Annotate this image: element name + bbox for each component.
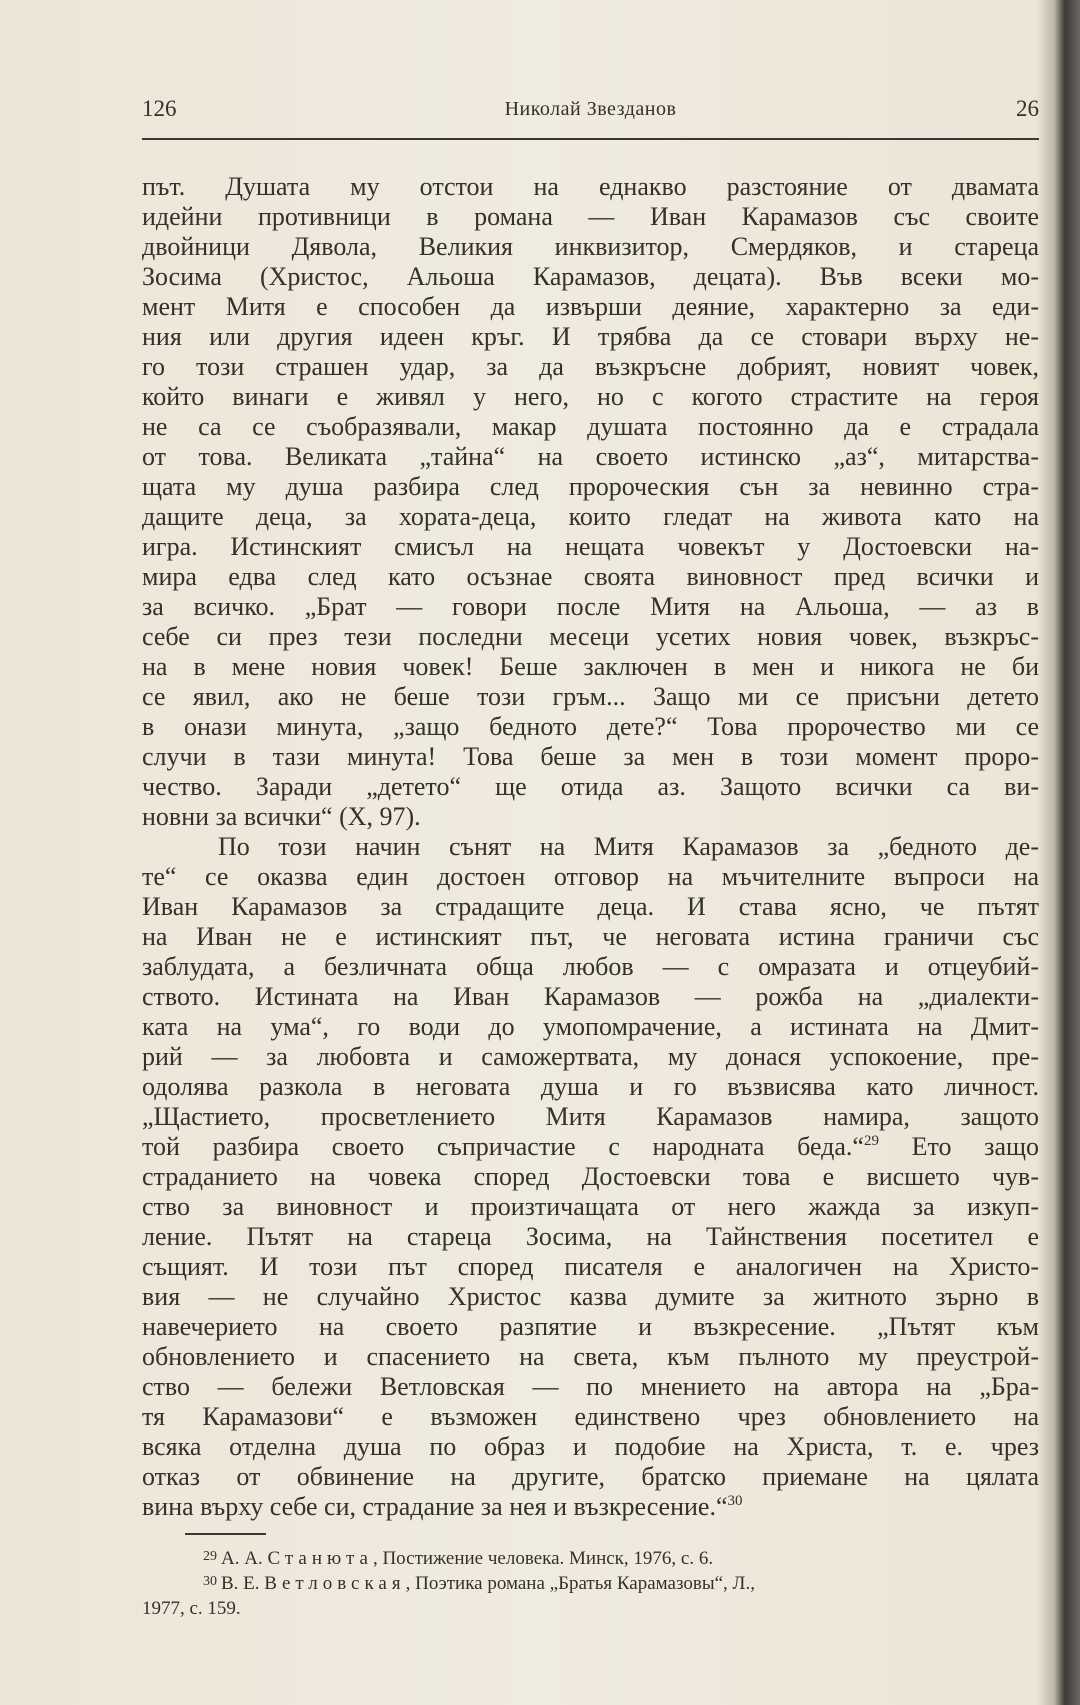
line-text: отказ от обвинение на другите, братско приемане на цялата: [142, 1462, 1039, 1491]
line-text: не са се съобразявали, макар душата постоянно да е страдала: [142, 412, 1039, 441]
text-line: [142, 1012, 1039, 1042]
text-line: [142, 1432, 1039, 1462]
line-text: „Щастието, просветлението Митя Карамазов намира, защото: [142, 1102, 1039, 1131]
text-line: [142, 1282, 1039, 1312]
text-line: [142, 652, 1039, 682]
section-number: 26: [1016, 96, 1039, 121]
line-text: мент Митя е способен да извърши деяние, характерно за еди-: [142, 292, 1039, 321]
line-text: ството. Истината на Иван Карамазов — рожба на „диалекти-: [142, 982, 1039, 1011]
running-header: [142, 96, 1039, 128]
text-line: [142, 1372, 1039, 1402]
line-text: заблудата, а безличната обща любов — с омразата и отцеубий-: [142, 952, 1039, 981]
text-line: [142, 532, 1039, 562]
header-rule: [142, 138, 1039, 140]
line-text: чество. Заради „детето“ ще отида аз. Защото всички са ви-: [142, 772, 1039, 801]
text-line: [142, 1192, 1039, 1222]
line-text: в онази минута, „защо бедното дете?“ Това пророчество ми се: [142, 712, 1039, 741]
text-line: [142, 502, 1039, 532]
text-line: [142, 1402, 1039, 1432]
line-text: Иван Карамазов за страдащите деца. И става ясно, че пътят: [142, 892, 1039, 921]
running-head-author: Николай Звезданов: [504, 98, 677, 120]
footnote-29: [142, 1544, 1039, 1571]
footnote-30: [142, 1569, 1039, 1621]
line-text: вина върху себе си, страдание за нея и възкресение.“: [142, 1492, 728, 1521]
text-line: [142, 1492, 1039, 1522]
text-line: [142, 382, 1039, 412]
text-line: [142, 772, 1039, 802]
text-line: [142, 922, 1039, 952]
footnote-author: Ветловская: [264, 1573, 406, 1594]
footnote-reference: 29: [863, 1133, 879, 1149]
text-line: [142, 1312, 1039, 1342]
line-text: обновлението и спасението на света, към пълното му преустрой-: [142, 1342, 1039, 1371]
text-line: [142, 442, 1039, 472]
text-line: [142, 1222, 1039, 1252]
line-text: щата му душа разбира след пророческия сън за невинно стра-: [142, 472, 1039, 501]
text-line: [142, 412, 1039, 442]
line-text: себе си през тези последни месеци усетих новия човек, възкръс-: [142, 622, 1039, 651]
line-text: дащите деца, за хората-деца, които гледат на живота като на: [142, 502, 1039, 531]
text-line: [142, 682, 1039, 712]
line-text: който винаги е живял у него, но с когото страстите на героя: [142, 382, 1039, 411]
line-text: страданието на човека според Достоевски това е висшето чув-: [142, 1162, 1039, 1191]
text-line: [142, 592, 1039, 622]
line-text: ния или другия идеен кръг. И трябва да се стовари върху не-: [142, 322, 1039, 351]
line-text: ство за виновност и произтичащата от него жажда за изкуп-: [142, 1192, 1039, 1221]
line-text: мира едва след като осъзнае своята виновност пред всички и: [142, 562, 1039, 591]
footnote-initials: В. Е.: [221, 1573, 265, 1594]
line-text: Ето защо: [878, 1132, 1039, 1161]
line-text: от това. Великата „тайна“ на своето истинско „аз“, митарства-: [142, 442, 1039, 471]
line-text: случи в тази минута! Това беше за мен в този момент проро-: [142, 742, 1039, 771]
line-text: идейни противници в романа — Иван Карамазов със своите: [142, 202, 1039, 231]
footnote-number: 30: [203, 1574, 217, 1589]
line-text: двойници Дявола, Великия инквизитор, Смердяков, и стареца: [142, 232, 1039, 261]
footnote-author: Станюта: [267, 1548, 373, 1569]
text-line: [142, 1462, 1039, 1492]
text-line: [142, 202, 1039, 232]
text-line: [142, 862, 1039, 892]
line-text: вия — не случайно Христос казва думите за житното зърно в: [142, 1282, 1039, 1311]
text-line: [142, 1072, 1039, 1102]
page-number: 126: [142, 96, 177, 121]
footnote-citation: , Поэтика романа „Братья Карамазовы“, Л.,: [405, 1573, 755, 1594]
footnote-rule: [185, 1533, 266, 1535]
line-text: рий — за любовта и саможертвата, му донася успокоение, пре-: [142, 1042, 1039, 1071]
text-line: [142, 802, 1039, 832]
line-text: същият. И този път според писателя е аналогичен на Христо-: [142, 1252, 1039, 1281]
text-line: [142, 1132, 1039, 1162]
text-line: [142, 1252, 1039, 1282]
line-text: одолява разкола в неговата душа и го възвисява като личност.: [142, 1072, 1039, 1101]
text-line: [142, 262, 1039, 292]
line-text: на в мене новия човек! Беше заключен в мен и никога не би: [142, 652, 1039, 681]
text-line: [142, 952, 1039, 982]
line-text: на Иван не е истинският път, че неговата истина граничи със: [142, 922, 1039, 951]
text-line: [142, 292, 1039, 322]
line-text: ление. Пътят на стареца Зосима, на Тайнствения посетител е: [142, 1222, 1039, 1251]
text-line: [142, 622, 1039, 652]
text-line: [142, 832, 1039, 862]
body-text: [142, 172, 1039, 1522]
footnote-citation: , Постижение человека. Минск, 1976, с. 6.: [372, 1548, 714, 1569]
line-text: го този страшен удар, за да възкръсне добрият, новият човек,: [142, 352, 1039, 381]
line-text: ката на ума“, го води до умопомрачение, а истината на Дмит-: [142, 1012, 1039, 1041]
line-text: новни за всички“ (X, 97).: [142, 802, 421, 831]
text-line: [142, 232, 1039, 262]
text-line: [142, 892, 1039, 922]
text-line: [142, 472, 1039, 502]
text-line: [142, 562, 1039, 592]
line-text: Зосима (Христос, Альоша Карамазов, децата). Във всеки мо-: [142, 262, 1039, 291]
text-line: [142, 712, 1039, 742]
line-text: всяка отделна душа по образ и подобие на Христа, т. е. чрез: [142, 1432, 1039, 1461]
line-text: По този начин сънят на Митя Карамазов за „бедното де-: [218, 832, 1039, 861]
text-line: [142, 982, 1039, 1012]
line-text: тя Карамазови“ е възможен единствено чрез обновлението на: [142, 1402, 1039, 1431]
line-text: за всичко. „Брат — говори после Митя на Альоша, — аз в: [142, 592, 1039, 621]
text-line: [142, 1342, 1039, 1372]
line-text: те“ се оказва един достоен отговор на мъчителните въпроси на: [142, 862, 1039, 891]
line-text: ство — бележи Ветловская — по мнението на автора на „Бра-: [142, 1372, 1039, 1401]
line-text: навечерието на своето разпятие и възкресение. „Пътят към: [142, 1312, 1039, 1341]
text-line: [142, 172, 1039, 202]
line-text: игра. Истинският смисъл на нещата човекът у Достоевски на-: [142, 532, 1039, 561]
footnote-continuation: 1977, с. 159.: [142, 1598, 241, 1619]
footnote-reference: 30: [727, 1493, 743, 1509]
text-line: [142, 1102, 1039, 1132]
footnote-number: 29: [203, 1549, 217, 1564]
line-text: път. Душата му отстои на еднакво разстояние от двамата: [142, 172, 1039, 201]
text-line: [142, 1042, 1039, 1072]
text-line: [142, 742, 1039, 772]
text-line: [142, 352, 1039, 382]
line-text: той разбира своето съпричастие с народната беда.“: [142, 1132, 864, 1161]
footnote-initials: А. А.: [221, 1548, 268, 1569]
text-line: [142, 322, 1039, 352]
line-text: се явил, ако не беше този гръм... Защо ми се присъни детето: [142, 682, 1039, 711]
text-line: [142, 1162, 1039, 1192]
